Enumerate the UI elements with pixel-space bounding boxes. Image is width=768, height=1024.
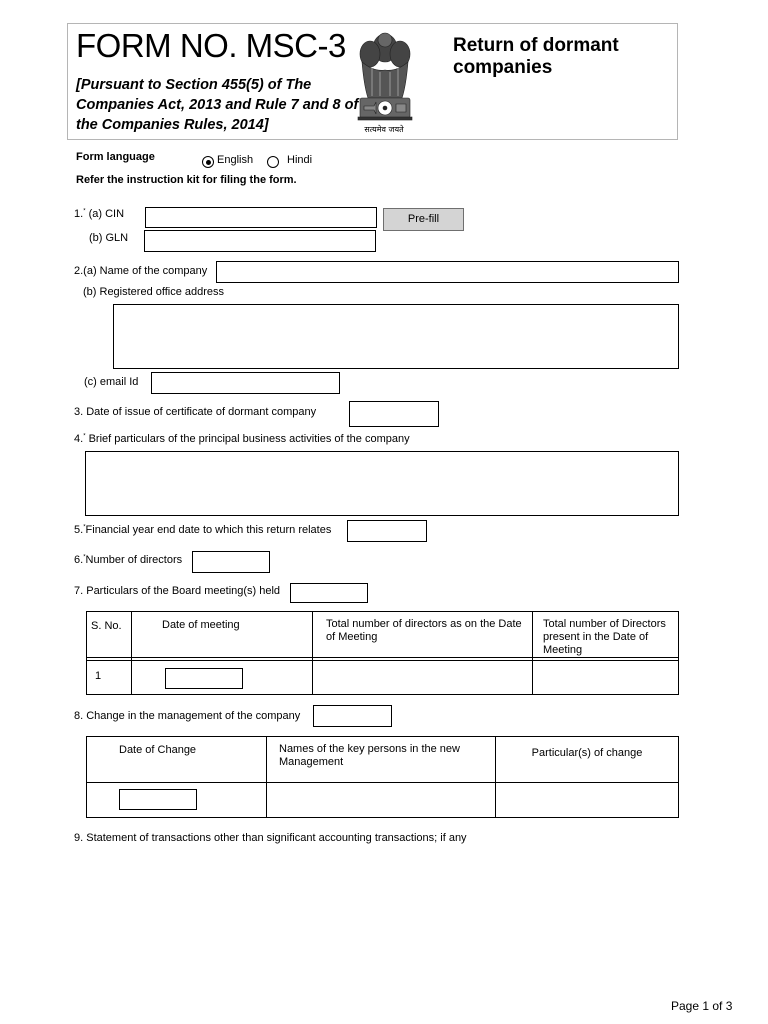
number-of-directors-input[interactable] <box>192 551 270 573</box>
row-directors-present-cell[interactable] <box>533 661 679 695</box>
management-change-table <box>86 736 679 818</box>
header-total-directors: Total number of directors as on the Date of Meeting <box>313 612 533 658</box>
business-activities-input[interactable] <box>85 451 679 516</box>
emblem-motto: सत्यमेव जयते <box>364 125 404 134</box>
email-input[interactable] <box>151 372 340 394</box>
management-change-input[interactable] <box>313 705 392 727</box>
q5-number: 5. <box>74 524 84 536</box>
number-of-directors-label <box>74 554 182 566</box>
company-name-label: 2.(a) Name of the company <box>74 265 208 277</box>
q6-label-text: Number of directors <box>85 554 183 566</box>
cin-label-text: (a) CIN <box>88 208 125 220</box>
row-sno: 1 <box>87 661 132 695</box>
header-date-of-meeting: Date of meeting <box>132 612 313 658</box>
gln-input[interactable] <box>144 230 376 252</box>
gln-label: (b) GLN <box>89 232 129 244</box>
page-number: Page 1 of 3 <box>671 999 733 1013</box>
return-title: Return of dormant companies <box>453 35 619 78</box>
header-key-persons: Names of the key persons in the new Management <box>267 737 496 783</box>
statement-of-transactions-label: 9. Statement of transactions other than significant accounting transactions; if any <box>74 832 467 844</box>
table-row <box>87 783 679 818</box>
financial-year-end-label <box>74 524 331 536</box>
required-marker: * <box>83 524 86 531</box>
header-sno: S. No. <box>87 612 132 658</box>
row-date-cell <box>132 661 313 695</box>
board-meetings-label: 7. Particulars of the Board meeting(s) held <box>74 585 281 597</box>
dormant-certificate-date-input[interactable] <box>349 401 439 427</box>
language-english-label: English <box>217 154 254 166</box>
q4-label-text: Brief particulars of the principal business activities of the company <box>88 433 410 445</box>
financial-year-end-input[interactable] <box>347 520 427 542</box>
q5-label-text: Financial year end date to which this return relates <box>85 524 332 536</box>
company-name-input[interactable] <box>216 261 679 283</box>
header-directors-present: Total number of Directors present in the Date of Meeting <box>533 612 679 658</box>
pursuant-text: [Pursuant to Section 455(5) of The Companies Act, 2013 and Rule 7 and 8 of the Companies Rules, 2014] <box>76 77 359 133</box>
required-marker: * <box>83 208 86 215</box>
table-header-row <box>87 737 679 783</box>
registered-office-label: (b) Registered office address <box>83 286 225 298</box>
required-marker: * <box>83 433 86 440</box>
state-emblem-icon <box>352 26 418 138</box>
meeting-date-input[interactable] <box>165 668 243 689</box>
table-row <box>87 661 679 695</box>
q6-number: 6. <box>74 554 84 566</box>
row-key-persons-cell[interactable] <box>267 783 496 818</box>
instruction-text: Refer the instruction kit for filing the form. <box>76 174 297 186</box>
prefill-button[interactable]: Pre-fill <box>383 208 464 231</box>
dormant-certificate-date-label: 3. Date of issue of certificate of dormant company <box>74 406 317 418</box>
language-hindi-radio[interactable] <box>267 156 279 168</box>
cin-input[interactable] <box>145 207 377 228</box>
header-particulars: Particular(s) of change <box>496 737 679 783</box>
form-language-label: Form language <box>76 151 155 163</box>
registered-office-input[interactable] <box>113 304 679 369</box>
required-marker: * <box>83 554 86 561</box>
form-title: FORM NO. MSC-3 <box>76 27 346 64</box>
header-date-of-change: Date of Change <box>87 737 267 783</box>
row-date-of-change-cell <box>87 783 267 818</box>
board-meetings-table <box>86 611 679 695</box>
change-date-input[interactable] <box>119 789 197 810</box>
board-meetings-count-input[interactable] <box>290 583 368 603</box>
q1-cin-label <box>74 208 124 220</box>
management-change-label: 8. Change in the management of the company <box>74 710 301 722</box>
q4-number: 4. <box>74 433 84 445</box>
language-hindi-label: Hindi <box>287 154 313 166</box>
row-particulars-cell[interactable] <box>496 783 679 818</box>
business-activities-label <box>74 433 410 445</box>
email-label: (c) email Id <box>84 376 139 388</box>
q1-number: 1. <box>74 208 84 220</box>
row-total-directors-cell[interactable] <box>313 661 533 695</box>
language-english-radio[interactable] <box>202 156 214 168</box>
table-header-row <box>87 612 679 658</box>
